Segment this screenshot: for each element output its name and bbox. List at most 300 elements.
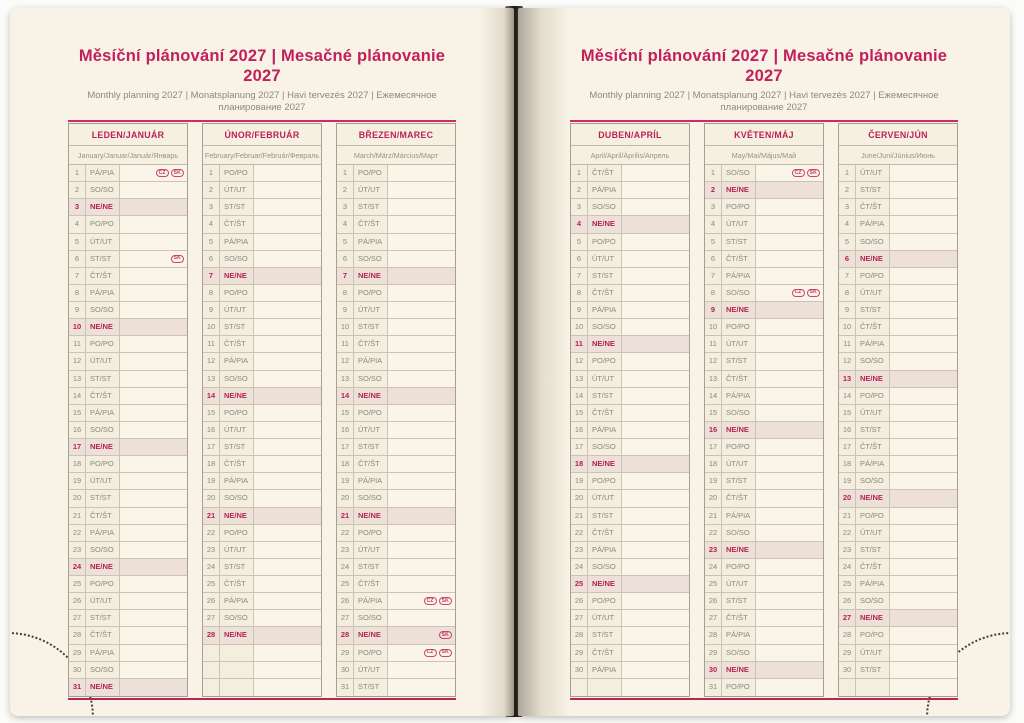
day-row [705, 216, 823, 233]
day-number: 15 [203, 405, 220, 421]
day-number: 1 [69, 165, 86, 181]
day-notes-space [388, 610, 455, 626]
day-notes-space [890, 508, 957, 524]
day-row [839, 525, 957, 542]
day-row [571, 422, 689, 439]
day-number: 23 [203, 542, 220, 558]
month-columns [68, 123, 456, 697]
day-row [69, 645, 187, 662]
day-notes-space [756, 234, 823, 250]
day-notes-space [254, 199, 321, 215]
day-number: 16 [571, 422, 588, 438]
day-number: 24 [69, 559, 86, 575]
day-row [839, 285, 957, 302]
day-abbrev: ST/ST [86, 251, 120, 267]
day-abbrev: ÚT/UT [86, 473, 120, 489]
day-abbrev: ST/ST [86, 371, 120, 387]
day-notes-space [388, 216, 455, 232]
day-abbrev: ST/ST [354, 679, 388, 696]
day-row [337, 165, 455, 182]
day-notes-space [388, 371, 455, 387]
day-notes-space [890, 353, 957, 369]
day-abbrev: SO/SO [354, 251, 388, 267]
day-number: 18 [839, 456, 856, 472]
day-number: 15 [705, 405, 722, 421]
day-row [337, 679, 455, 696]
day-number: 4 [69, 216, 86, 232]
day-number: 17 [203, 439, 220, 455]
planner-title: Měsíční plánování 2027 | Mesačné plánovanie 2027 [78, 47, 446, 85]
day-row [571, 490, 689, 507]
day-row [839, 388, 957, 405]
day-number: 21 [571, 508, 588, 524]
day-row [203, 405, 321, 422]
day-abbrev [588, 679, 622, 696]
day-abbrev: NE/NE [86, 559, 120, 575]
day-abbrev: NE/NE [86, 679, 120, 696]
day-number: 20 [705, 490, 722, 506]
day-notes-space [756, 285, 823, 301]
day-notes-space [756, 439, 823, 455]
day-row [839, 645, 957, 662]
day-notes-space [890, 165, 957, 181]
day-notes-space [120, 439, 187, 455]
day-abbrev: ÚT/UT [86, 234, 120, 250]
day-number: 5 [839, 234, 856, 250]
day-notes-space [890, 199, 957, 215]
day-row [839, 508, 957, 525]
day-number: 4 [571, 216, 588, 232]
day-abbrev: ČT/ŠT [588, 645, 622, 661]
day-number: 11 [839, 336, 856, 352]
day-row [69, 679, 187, 696]
day-number: 27 [839, 610, 856, 626]
day-abbrev: ČT/ŠT [856, 319, 890, 335]
day-number: 23 [571, 542, 588, 558]
day-row [705, 353, 823, 370]
day-notes-space [622, 456, 689, 472]
day-row [571, 251, 689, 268]
day-number: 9 [839, 302, 856, 318]
day-abbrev: ST/ST [86, 490, 120, 506]
day-abbrev: SO/SO [856, 353, 890, 369]
day-number: 22 [839, 525, 856, 541]
day-number: 14 [571, 388, 588, 404]
day-row [69, 542, 187, 559]
day-notes-space [120, 576, 187, 592]
day-row [203, 199, 321, 216]
day-notes-space [254, 490, 321, 506]
day-abbrev: PO/PO [588, 353, 622, 369]
day-notes-space [254, 371, 321, 387]
day-abbrev: NE/NE [220, 388, 254, 404]
day-number: 8 [337, 285, 354, 301]
day-notes-space [254, 268, 321, 284]
day-notes-space [254, 319, 321, 335]
day-row [337, 473, 455, 490]
day-abbrev: ČT/ŠT [354, 456, 388, 472]
day-row [571, 525, 689, 542]
day-number: 1 [337, 165, 354, 181]
day-notes-space [254, 593, 321, 609]
holiday-badge-cz: CZ [156, 169, 169, 177]
day-notes-space [388, 234, 455, 250]
day-row [839, 593, 957, 610]
day-abbrev: ČT/ŠT [722, 610, 756, 626]
day-notes-space [388, 439, 455, 455]
day-row [69, 268, 187, 285]
day-number: 17 [571, 439, 588, 455]
day-row [203, 559, 321, 576]
day-number: 11 [337, 336, 354, 352]
day-row [203, 576, 321, 593]
day-notes-space [756, 268, 823, 284]
day-number: 30 [571, 662, 588, 678]
day-row [337, 302, 455, 319]
day-abbrev: PO/PO [86, 336, 120, 352]
day-number: 2 [69, 182, 86, 198]
day-row [839, 456, 957, 473]
left-page-content [68, 8, 456, 700]
day-abbrev: PÁ/PIA [220, 473, 254, 489]
day-number: 5 [69, 234, 86, 250]
day-number: 4 [839, 216, 856, 232]
day-notes-space [756, 216, 823, 232]
day-row [337, 456, 455, 473]
day-row [69, 319, 187, 336]
day-number: 20 [839, 490, 856, 506]
day-row [571, 593, 689, 610]
day-row [337, 645, 455, 662]
day-row [337, 251, 455, 268]
day-notes-space [756, 679, 823, 696]
day-abbrev: NE/NE [354, 627, 388, 643]
day-notes-space [388, 285, 455, 301]
holiday-badge-cz: CZ [424, 649, 437, 657]
day-abbrev: ÚT/UT [354, 182, 388, 198]
day-notes-space [120, 182, 187, 198]
day-abbrev: PÁ/PIA [354, 353, 388, 369]
day-notes-space [622, 182, 689, 198]
day-notes-space [254, 336, 321, 352]
day-number: 30 [337, 662, 354, 678]
day-row [571, 302, 689, 319]
day-abbrev: PO/PO [722, 319, 756, 335]
day-number: 13 [69, 371, 86, 387]
day-row [69, 285, 187, 302]
day-abbrev: SO/SO [86, 662, 120, 678]
day-notes-space [622, 405, 689, 421]
day-row [839, 610, 957, 627]
day-abbrev: ČT/ŠT [856, 199, 890, 215]
day-notes-space [890, 645, 957, 661]
day-number: 26 [337, 593, 354, 609]
day-abbrev: PO/PO [856, 388, 890, 404]
day-abbrev: PÁ/PIA [722, 268, 756, 284]
day-number: 30 [69, 662, 86, 678]
day-abbrev: SO/SO [220, 371, 254, 387]
day-abbrev: NE/NE [354, 388, 388, 404]
day-abbrev: ÚT/UT [86, 593, 120, 609]
day-notes-space [890, 251, 957, 267]
day-notes-space [388, 405, 455, 421]
day-row [571, 353, 689, 370]
day-notes-space [622, 336, 689, 352]
day-notes-space [388, 645, 455, 661]
day-abbrev: ST/ST [856, 422, 890, 438]
day-row [839, 542, 957, 559]
holiday-badge-sk: SK [807, 289, 820, 297]
day-row [203, 645, 321, 662]
month-subtitle: March/März/Március/Март [337, 146, 455, 165]
day-notes-space [120, 422, 187, 438]
day-abbrev: ÚT/UT [722, 456, 756, 472]
day-number: 27 [69, 610, 86, 626]
day-abbrev: ST/ST [354, 199, 388, 215]
day-abbrev: ÚT/UT [722, 336, 756, 352]
day-abbrev: PO/PO [722, 439, 756, 455]
day-notes-space [756, 473, 823, 489]
day-row [69, 388, 187, 405]
day-number: 4 [203, 216, 220, 232]
day-row [203, 610, 321, 627]
day-notes-space [254, 439, 321, 455]
day-row [839, 371, 957, 388]
day-row [203, 473, 321, 490]
day-number: 25 [69, 576, 86, 592]
day-abbrev: ST/ST [856, 542, 890, 558]
holiday-badge-sk: SK [171, 169, 184, 177]
holiday-badge-sk: SK [439, 631, 452, 639]
day-number: 29 [337, 645, 354, 661]
bottom-rule [68, 698, 456, 701]
day-abbrev: NE/NE [588, 456, 622, 472]
day-abbrev: PO/PO [220, 405, 254, 421]
day-notes-space [388, 336, 455, 352]
month-table-march [336, 123, 456, 697]
day-notes-space [388, 576, 455, 592]
day-number: 10 [571, 319, 588, 335]
day-number: 10 [203, 319, 220, 335]
day-abbrev: ST/ST [220, 559, 254, 575]
day-abbrev: SO/SO [220, 251, 254, 267]
day-number: 18 [337, 456, 354, 472]
day-notes-space [254, 165, 321, 181]
day-row [203, 679, 321, 696]
day-row [705, 302, 823, 319]
month-name-header: BŘEZEN/MAREC [337, 124, 455, 146]
day-notes-space [254, 610, 321, 626]
day-row [705, 610, 823, 627]
day-row [705, 319, 823, 336]
day-row [337, 182, 455, 199]
day-row [69, 610, 187, 627]
day-notes-space [622, 353, 689, 369]
day-number: 14 [337, 388, 354, 404]
day-abbrev: PÁ/PIA [722, 388, 756, 404]
day-number: 6 [69, 251, 86, 267]
day-row [337, 593, 455, 610]
day-abbrev: PÁ/PIA [856, 456, 890, 472]
day-number: 25 [203, 576, 220, 592]
day-number: 22 [571, 525, 588, 541]
day-abbrev: PÁ/PIA [86, 165, 120, 181]
month-name-header: DUBEN/APRÍL [571, 124, 689, 146]
day-notes-space [756, 542, 823, 558]
day-number: 8 [203, 285, 220, 301]
day-abbrev: ČT/ŠT [86, 508, 120, 524]
day-abbrev [220, 645, 254, 661]
day-number: 29 [571, 645, 588, 661]
day-abbrev: PÁ/PIA [220, 234, 254, 250]
day-row [337, 216, 455, 233]
day-number: 21 [69, 508, 86, 524]
day-abbrev: PO/PO [86, 456, 120, 472]
month-subtitle: May/Mai/Május/Май [705, 146, 823, 165]
day-row [337, 319, 455, 336]
day-number: 10 [839, 319, 856, 335]
day-row [203, 182, 321, 199]
day-row [571, 268, 689, 285]
day-notes-space [120, 559, 187, 575]
day-notes-space [890, 268, 957, 284]
day-number: 28 [337, 627, 354, 643]
day-number: 7 [571, 268, 588, 284]
day-notes-space [890, 182, 957, 198]
day-abbrev: PO/PO [354, 285, 388, 301]
day-abbrev: PO/PO [856, 268, 890, 284]
day-number: 14 [69, 388, 86, 404]
holiday-badge-sk: SK [171, 255, 184, 263]
day-abbrev: ST/ST [588, 268, 622, 284]
day-number: 3 [571, 199, 588, 215]
day-notes-space [120, 268, 187, 284]
day-abbrev: SO/SO [588, 439, 622, 455]
day-notes-space [120, 336, 187, 352]
day-notes-space [890, 439, 957, 455]
day-number: 15 [571, 405, 588, 421]
day-notes-space [388, 319, 455, 335]
day-row [839, 473, 957, 490]
day-row [69, 182, 187, 199]
day-number: 4 [705, 216, 722, 232]
day-row [705, 336, 823, 353]
day-notes-space [890, 679, 957, 696]
day-abbrev: ČT/ŠT [354, 576, 388, 592]
day-notes-space [120, 371, 187, 387]
month-table-february [202, 123, 322, 697]
day-abbrev: ST/ST [722, 234, 756, 250]
day-abbrev: ST/ST [220, 319, 254, 335]
day-number: 5 [203, 234, 220, 250]
day-row [337, 285, 455, 302]
day-abbrev: NE/NE [86, 319, 120, 335]
day-abbrev: PO/PO [220, 165, 254, 181]
day-notes-space [622, 439, 689, 455]
day-notes-space [890, 576, 957, 592]
day-number: 13 [337, 371, 354, 387]
day-notes-space [756, 490, 823, 506]
day-abbrev: SO/SO [856, 234, 890, 250]
day-number: 29 [839, 645, 856, 661]
day-notes-space [890, 490, 957, 506]
day-number [571, 679, 588, 696]
day-number: 28 [839, 627, 856, 643]
day-row [69, 405, 187, 422]
day-abbrev: PÁ/PIA [86, 645, 120, 661]
day-row [203, 319, 321, 336]
day-abbrev: NE/NE [220, 627, 254, 643]
day-row [337, 405, 455, 422]
day-abbrev: ÚT/UT [856, 165, 890, 181]
month-name-header: ČERVEN/JÚN [839, 124, 957, 146]
day-abbrev: NE/NE [722, 302, 756, 318]
day-number: 28 [571, 627, 588, 643]
day-notes-space [120, 593, 187, 609]
day-notes-space [388, 525, 455, 541]
day-abbrev: PÁ/PIA [354, 593, 388, 609]
day-row [203, 371, 321, 388]
day-notes-space [254, 525, 321, 541]
day-number: 26 [705, 593, 722, 609]
day-number [203, 645, 220, 661]
day-notes-space [120, 302, 187, 318]
day-row [69, 422, 187, 439]
day-notes-space [254, 302, 321, 318]
day-number: 6 [705, 251, 722, 267]
day-notes-space [890, 319, 957, 335]
day-number: 2 [571, 182, 588, 198]
day-number: 8 [839, 285, 856, 301]
day-number [839, 679, 856, 696]
day-notes-space [388, 353, 455, 369]
day-abbrev: PÁ/PIA [856, 336, 890, 352]
month-table-april [570, 123, 690, 697]
day-abbrev: ÚT/UT [856, 405, 890, 421]
day-number: 6 [839, 251, 856, 267]
day-row [705, 182, 823, 199]
day-number: 3 [69, 199, 86, 215]
day-abbrev: PO/PO [354, 525, 388, 541]
day-row [571, 371, 689, 388]
day-notes-space [756, 182, 823, 198]
day-number: 25 [337, 576, 354, 592]
day-number: 28 [69, 627, 86, 643]
day-number: 24 [203, 559, 220, 575]
day-row [571, 216, 689, 233]
day-abbrev: ST/ST [856, 302, 890, 318]
day-row [571, 199, 689, 216]
day-row [839, 576, 957, 593]
day-number: 1 [571, 165, 588, 181]
day-number: 12 [839, 353, 856, 369]
day-notes-space [622, 593, 689, 609]
month-table-january [68, 123, 188, 697]
day-notes-space [756, 593, 823, 609]
day-abbrev: SO/SO [856, 593, 890, 609]
day-number: 9 [69, 302, 86, 318]
day-number: 18 [571, 456, 588, 472]
day-abbrev: PO/PO [86, 216, 120, 232]
day-abbrev: PÁ/PIA [86, 525, 120, 541]
day-row [571, 456, 689, 473]
day-notes-space [622, 508, 689, 524]
holiday-badge-cz: CZ [424, 597, 437, 605]
day-abbrev: PO/PO [722, 679, 756, 696]
day-row [571, 542, 689, 559]
day-notes-space [890, 336, 957, 352]
day-abbrev: PO/PO [856, 508, 890, 524]
